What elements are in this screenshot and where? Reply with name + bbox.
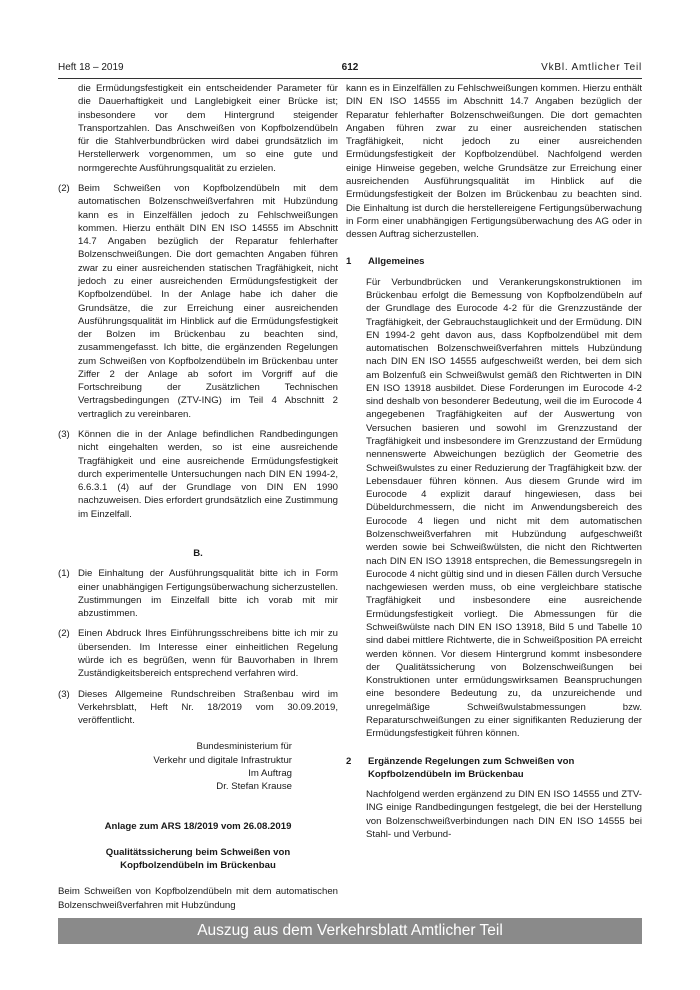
annex-subtitle: Kopfbolzendübeln im Brückenbau: [120, 860, 276, 872]
signature-line: Verkehr und digitale Infrastruktur: [153, 754, 292, 766]
right-column: [346, 82, 642, 841]
signature-line: Im Auftrag: [248, 767, 292, 779]
section-paragraph: Nachfolgend werden ergänzend zu DIN EN ISO 14555 und ZTV-ING einige Randbedingungen festgelegt, die bei der Herstellung von Bolzenschweißverbindungen nach DIN EN ISO 14555 bei Stahl- und Verbund-: [366, 789, 642, 840]
list-item: [58, 182, 338, 421]
list-item: [58, 688, 338, 728]
list-item-number: (3): [58, 688, 70, 700]
page-header: [58, 62, 642, 76]
section-title: Allgemeines: [368, 256, 425, 268]
signature-block: [58, 740, 338, 793]
continuation-paragraph: kann es in Einzelfällen zu Fehlschweißungen kommen. Hierzu enthält DIN EN ISO 14555 im Abschnitt 14.7 Angaben bezüglich der Reparatur fehlerhafter Bolzenschweißungen. Die dort gemachten Angaben führen zwar zu einer ausreichenden statischen Tragfähigkeit, nicht jedoch zu einer ausreichenden Ermüdungsfestigkeit der Kopfbolzendübel. Nachfolgend werden einige Hinweise gegeben, welche Grundsätze zur Erreichung einer ausreichenden Ausführungsqualität im Hinblick auf die Ermüdungsfestigkeit der Bolzen im Brückenbau zu beachten sind. Die Einhaltung ist durch die herstellereigene Fertigungsüberwachung in Form einer unabhängigen Fertigungsüberwachung des AG oder in dessen Auftrag sicherzustellen.: [346, 83, 642, 241]
list-item-text: Einen Abdruck Ihres Einführungsschreibens bitte ich mir zu übersenden. Im Interesse einer einheitlichen Regelung würde ich es begrüßen, wenn für Bauvorhaben in Ihrem Zuständigkeitsbereich entsprechend verfahren wird.: [78, 628, 338, 680]
signature-name: Dr. Stefan Krause: [216, 781, 292, 793]
footer-banner: Auszug aus dem Verkehrsblatt Amtlicher Teil: [58, 918, 642, 944]
section-title: Ergänzende Regelungen zum Schweißen von Kopfbolzendübeln im Brückenbau: [368, 755, 575, 780]
header-rule: [58, 78, 642, 79]
section-number: 1: [346, 256, 352, 268]
list-item-text: Beim Schweißen von Kopfbolzendübeln mit dem automatischen Bolzenschweißverfahren mit Hubzündung kann es in Einzelfällen jedoch zu Fehlschweißungen kommen. Hierzu enthält DIN EN ISO 14555 im Abschnitt 14.7 Angaben bezüglich der Reparatur fehlerhafter Bolzenschweißungen. Die dort gemachten Angaben führen zwar zu einer ausreichenden statischen Tragfähigkeit, nicht jedoch zu einer ausreichenden Ermüdungsfestigkeit der Kopfbolzendübel. In der Anlage habe ich daher die Grundsätze, die zur Erreichung einer ausreichenden Ausführungsqualität im Hinblick auf die Ermüdungsfestigkeit der Bolzen im Brückenbau zu beachten sind, zusammengefasst. Ich bitte, die ergänzenden Regelungen zum Schweißen von Kopfbolzendübeln im Brückenbau unter Ziffer 2 der Anlage ab sofort im Vorgriff auf die Fortschreibung der Zusätzlichen Technischen Vertragsbedingungen (ZTV-ING) im Teil 4 Abschnitt 2 vertraglich zu vereinbaren.: [78, 182, 338, 420]
journal-name: VkBl. Amtlicher Teil: [541, 62, 642, 73]
list-item-number: (1): [58, 568, 70, 580]
intro-paragraph: die Ermüdungsfestigkeit ein entscheidender Parameter für die Dauerhaftigkeit und Langlebigkeit einer Brücke ist; insbesondere vor dem Hintergrund steigender Transportzahlen. Das Anschweißen von Kopfbolzendübeln für die Stahlverbundbrücken wird dabei grundsätzlich im Herstellerwerk vorgenommen, um so eine gute und normgerechte Ausführungsqualität zu erzielen.: [78, 83, 338, 174]
signature-line: Bundesministerium für: [196, 741, 292, 753]
section-paragraph: Für Verbundbrücken und Verankerungskonstruktionen im Brückenbau erfolgt die Bemessung von Kopfbolzendübeln auf der Grundlage des Eurocode 4-2 für die Grenzzustände der Tragfähigkeit, der Gebrauchstauglichkeit und der Ermüdung. DIN EN 1994-2 geht davon aus, dass Kopfbolzendübel mit dem automatischen Bolzenschweißverfahren mittels Hubzündung nach DIN EN ISO 14555 aufgeschweißt werden, bei dem sich am Bolzenfuß ein Schweißwulst gemäß den Richtwerten in DIN EN ISO 13918 ausbildet. Diese Forderungen im Eurocode 4-2 sind deshalb von besonderer Bedeutung, weil die im Eurocode 4 angegebenen Tragfähigkeiten auf der Auswertung von Versuchen basieren und sowohl im Grenzzustand der Tragfähigkeit und insbesondere im Grenzzustand der Ermüdung nennenswerte Abweichungen bezüglich der Geometrie des Schweißwulstes zu einer Reduzierung der Tragfähigkeit bzw. der Lebensdauer führen können. Aus diesem Grunde wird im Eurocode 4 explizit darauf hingewiesen, dass bei Dübeldurchmessern, die nicht im Anwendungsbereich des Eurocode 4 liegen und nicht mit dem automatischen Bolzenschweißverfahren mit Hubzündung aufgeschweißt werden sowie bei Schweißwülsten, die nicht den Richtwerten nach DIN EN ISO 13918 entsprechen, die Bemessungsregeln in Eurocode 4 nicht gültig sind und in diesen Fällen durch Versuche nachgewiesen werden muss, ob eine vergleichbare statische Tragfähigkeit und insbesondere eine ausreichende Ermüdungsfestigkeit vorliegt. Die Abmessungen für die Schweißwülste nach DIN EN ISO 13918, Bild 5 und Tabelle 10 sind dabei mittlere Richtwerte, die in Schweißposition PA erreicht werden können. Vor diesem Hintergrund kommt insbesondere der Qualitätssicherung von Bolzenschweißungen bei Konstruktionen unter ermüdungswirksamen Beanspruchungen eine besondere Bedeutung zu, da unzureichende und unregelmäßige Schweißwulstabmessungen bzw. Reparaturschweißungen zu einer signifikanten Reduzierung der Ermüdungsfestigkeit führen können.: [366, 276, 642, 740]
list-item-number: (2): [58, 628, 70, 640]
list-item-text: Können die in der Anlage befindlichen Randbedingungen nicht eingehalten werden, so ist eine ausreichende Tragfähigkeit und eine ausreichende Ermüdungsfestigkeit durch experimentelle Untersuchungen nach DIN EN 1994-2, 6.6.3.1 (4) auf der Grundlage von DIN EN 1990 nachzuweisen. Dies erfordert grundsätzlich eine Zustimmung im Einzelfall.: [78, 429, 338, 520]
section-heading: [346, 255, 642, 268]
list-item-text: Dieses Allgemeine Rundschreiben Straßenbau wird im Verkehrsblatt, Heft Nr. 18/2019 vom 30.09.2019, veröffentlicht.: [78, 688, 338, 727]
list-item: [58, 428, 338, 521]
list-item-text: Die Einhaltung der Ausführungsqualität bitte ich in Form einer unabhängigen Fertigungsüberwachung sicherzustellen. Zustimmungen im Einzelfall bitte ich vorab mit mir abzustimmen.: [78, 568, 338, 620]
annex-intro: Beim Schweißen von Kopfbolzendübeln mit dem automatischen Bolzenschweißverfahren mit Hubzündung: [58, 886, 338, 911]
annex-subtitle: Qualitätssicherung beim Schweißen von: [105, 846, 291, 858]
section-heading: [346, 755, 642, 782]
list-item-number: (2): [58, 182, 70, 194]
list-item-number: (3): [58, 429, 70, 441]
page-number: 612: [341, 62, 359, 73]
list-item: [58, 627, 338, 680]
annex-title: Anlage zum ARS 18/2019 vom 26.08.2019: [104, 820, 292, 832]
section-number: 2: [346, 755, 352, 767]
list-item: [58, 567, 338, 620]
section-b-heading: B.: [193, 548, 203, 559]
issue-number: Heft 18 – 2019: [58, 62, 124, 73]
left-column: [58, 82, 338, 912]
